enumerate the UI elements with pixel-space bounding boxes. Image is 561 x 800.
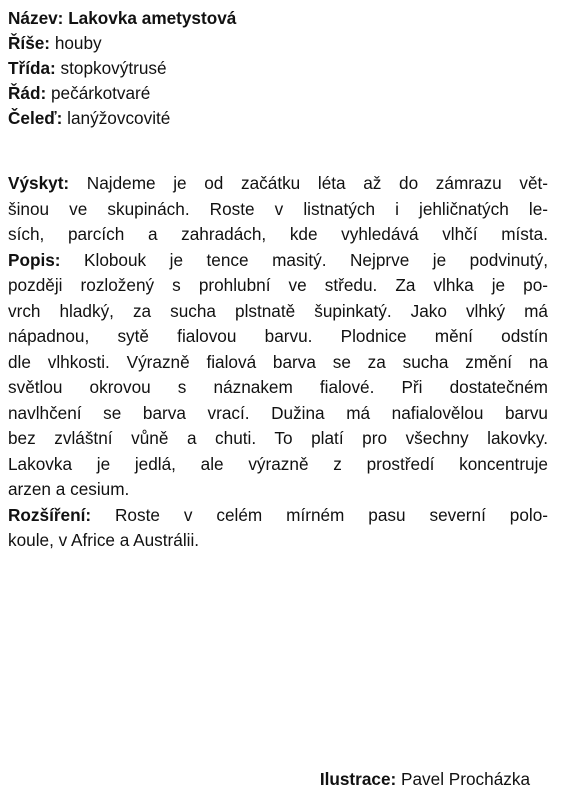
body-line: dle vlhkosti. Výrazně fialová barva se za sucha změní na (8, 351, 548, 372)
kingdom-value: houby (54, 33, 102, 53)
occurrence-label: Výskyt: (8, 173, 70, 193)
description-label: Popis: (8, 249, 61, 270)
body-line: Lakovka je jedlá, ale výrazně z prostředí koncentruje (8, 453, 548, 474)
body-line (8, 171, 548, 197)
species-name: Lakovka ametystová (68, 8, 237, 28)
body-line: později rozložený s prohlubní ve středu. Za vlhka je po- (8, 275, 548, 295)
family-line (8, 106, 548, 131)
body-line: nápadnou, sytě fialovou barvu. Plodnice mění odstín (8, 326, 548, 346)
class-value: stopkovýtrusé (60, 58, 167, 78)
kingdom-line (8, 31, 548, 56)
order-value: pečárkotvaré (50, 83, 151, 103)
classification-header (8, 6, 548, 131)
distribution-label: Rozšíření: (8, 504, 92, 525)
body-line (8, 248, 548, 274)
name-line (8, 6, 548, 31)
body-line: arzen a cesium. (8, 479, 130, 499)
name-label: Název: (8, 8, 64, 28)
body-line-text: Najdeme je od začátku léta až do zámrazu vět- (69, 173, 548, 193)
credit-author: Pavel Procházka (396, 769, 530, 789)
family-value: lanýžovcovité (67, 108, 171, 128)
kingdom-label: Říše: (8, 33, 51, 53)
illustration-credit (320, 767, 530, 792)
order-label: Řád: (8, 83, 47, 103)
class-label: Třída: (8, 58, 56, 78)
body-line: koule, v Africe a Austrálii. (8, 530, 200, 550)
body-line-text: Roste v celém mírném pasu severní polo- (91, 504, 548, 525)
body-line: světlou okrovou s náznakem fialové. Při dostatečném (8, 377, 548, 397)
body-line: šinou ve skupinách. Roste v listnatých i jehličnatých le- (8, 198, 548, 219)
credit-label: Ilustrace: (319, 769, 397, 789)
class-line (8, 56, 548, 81)
family-label: Čeleď: (8, 108, 63, 128)
order-line (8, 81, 548, 106)
description-body (8, 171, 548, 554)
body-line: sích, parcích a zahradách, kde vyhledává vlhčí místa. (8, 224, 548, 244)
body-line: navlhčení se barva vrací. Dužina má nafialovělou barvu (8, 402, 548, 423)
body-line: vrch hladký, za sucha plstnatě šupinkatý. Jako vlhký má (8, 300, 548, 321)
body-line (8, 503, 548, 529)
body-line-text: Klobouk je tence masitý. Nejprve je podvinutý, (60, 249, 548, 270)
body-line: bez zvláštní vůně a chuti. To platí pro všechny lakovky. (8, 428, 548, 448)
